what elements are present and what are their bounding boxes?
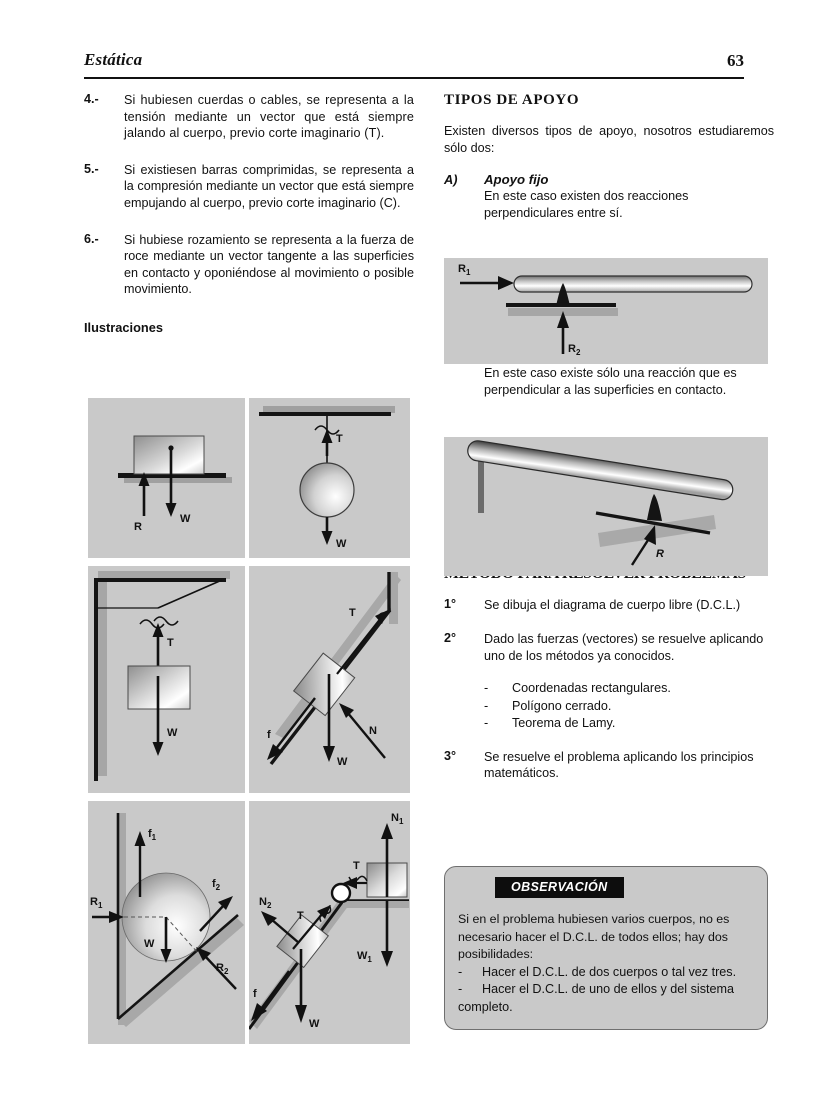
method-step-number: 2° [444,631,457,646]
support-text: En este caso existen dos reacciones perpendiculares entre sí. [484,189,689,220]
svg-text:T: T [353,860,360,872]
list-item-number: 6.- [84,231,99,246]
dash-marker: - [484,698,489,713]
svg-text:W: W [309,1018,320,1030]
svg-text:N1: $N_1$ [391,812,404,826]
svg-text:R: R [656,548,664,560]
support-title: Apoyo fijo [484,172,549,188]
method-sublist [484,680,774,733]
svg-text:N2: $N_2$ [259,896,272,910]
list-item [458,964,758,982]
svg-text:f: f [253,988,257,1000]
svg-text:R: R [134,521,142,533]
illustration-hanging-sphere [249,398,410,558]
page-number: 63 [727,51,744,70]
dash-marker: - [484,681,489,696]
illustration-sphere-in-wedge [88,801,245,1044]
method-step-text: Se resuelve el problema aplicando los principios matemáticos. [484,749,754,781]
list-item-text: Teorema de Lamy. [512,716,616,731]
svg-text:R1: $R_1$ [90,896,103,910]
support-text: En este caso existe sólo una reacción que es perpendicular a las superficies en contacto. [484,366,737,397]
illustrations-grid [88,398,410,1044]
svg-text:R2: $R_2$ [216,962,229,976]
illustration-block-hanging-from-bracket [88,566,245,793]
svg-text:f1: $f_1$ [148,828,157,842]
method-step-text: Se dibuja el diagrama de cuerpo libre (D.C.L.) [484,597,741,612]
list-item [84,232,414,298]
svg-text:f: f [267,729,271,741]
method-step [444,597,774,614]
list-item-text: Si hubiese rozamiento se representa a la fuerza de roce mediante un vector tangente a las superficies en contacto y oponiéndose al movimiento o posible movimiento. [124,232,414,297]
svg-text:N: N [369,725,377,737]
page-header [84,50,744,84]
observation-paragraph: Si en el problema hubiesen varios cuerpos, no es necesario hacer el D.C.L. de todos ellos; hay dos posibilidades: [458,912,730,961]
list-item-text: Polígono cerrado. [512,698,612,713]
left-column [84,92,414,341]
support-letter: A) [444,172,458,188]
svg-text:f2: $f_2$ [212,878,221,892]
list-item-text: Hacer el D.C.L. de uno de ellos y del sistema completo. [458,982,734,1014]
dash-marker: - [458,982,463,996]
support-types-heading [444,92,774,109]
list-item-text: Hacer el D.C.L. de dos cuerpos o tal vez tres. [482,964,737,979]
list-item [84,92,414,142]
svg-text:T: T [349,607,356,619]
list-item [484,715,774,733]
observation-tag: OBSERVACIÓN [495,877,624,898]
diagram-apoyo-fijo [444,258,768,364]
svg-text:W: W [180,513,191,525]
illustrations-heading: Ilustraciones [84,319,163,335]
svg-text:W: W [337,756,348,768]
list-item-text: Si hubiesen cuerdas o cables, se representa a la tensión mediante un vector que está siempre jalando al cuerpo, previo corte imaginario (T). [124,93,414,141]
method-step-number: 1° [444,596,457,611]
svg-text:W: W [336,538,347,550]
svg-text:T: T [167,637,174,649]
observation-box [444,866,768,1030]
diagram-apoyo-movil [444,437,768,576]
support-types-intro: Existen diversos tipos de apoyo, nosotros estudiaremos sólo dos: [444,124,774,155]
illustration-block-on-incline-with-rope [249,566,410,793]
header-rule [84,77,744,79]
page-title: Estática [84,50,143,69]
method-step [444,631,774,664]
dash-marker: - [484,716,489,731]
method-step [444,749,774,782]
list-item-number: 4.- [84,92,99,106]
observation-body [458,911,758,1016]
support-item-a [444,172,774,221]
list-item [484,680,774,698]
list-item [484,698,774,716]
method-step-number: 3° [444,748,457,763]
list-item [458,981,758,1016]
method-step-text: Dado las fuerzas (vectores) se resuelve aplicando uno de los métodos ya conocidos. [484,632,764,663]
support-types-heading-text: TIPOS DE APOYO [444,92,580,108]
svg-text:W1: $W_1$ [357,950,372,964]
list-item-number: 5.- [84,161,99,176]
svg-text:R2: $R_2$ [568,343,581,357]
illustration-pulley-two-blocks [249,801,410,1044]
svg-text:R1: $R_1$ [458,263,471,277]
illustration-block-on-floor [88,398,245,558]
list-item-text: Si existiesen barras comprimidas, se representa a la compresión mediante un vector que está siempre empujando al cuerpo, previo corte imaginario (C). [124,162,414,210]
svg-text:W: W [167,727,178,739]
list-item-text: Coordenadas rectangulares. [512,681,671,696]
list-item [84,162,414,212]
svg-text:T: T [297,910,304,922]
svg-text:T: T [336,433,343,445]
svg-text:W: W [144,938,155,950]
dash-marker: - [458,964,463,979]
